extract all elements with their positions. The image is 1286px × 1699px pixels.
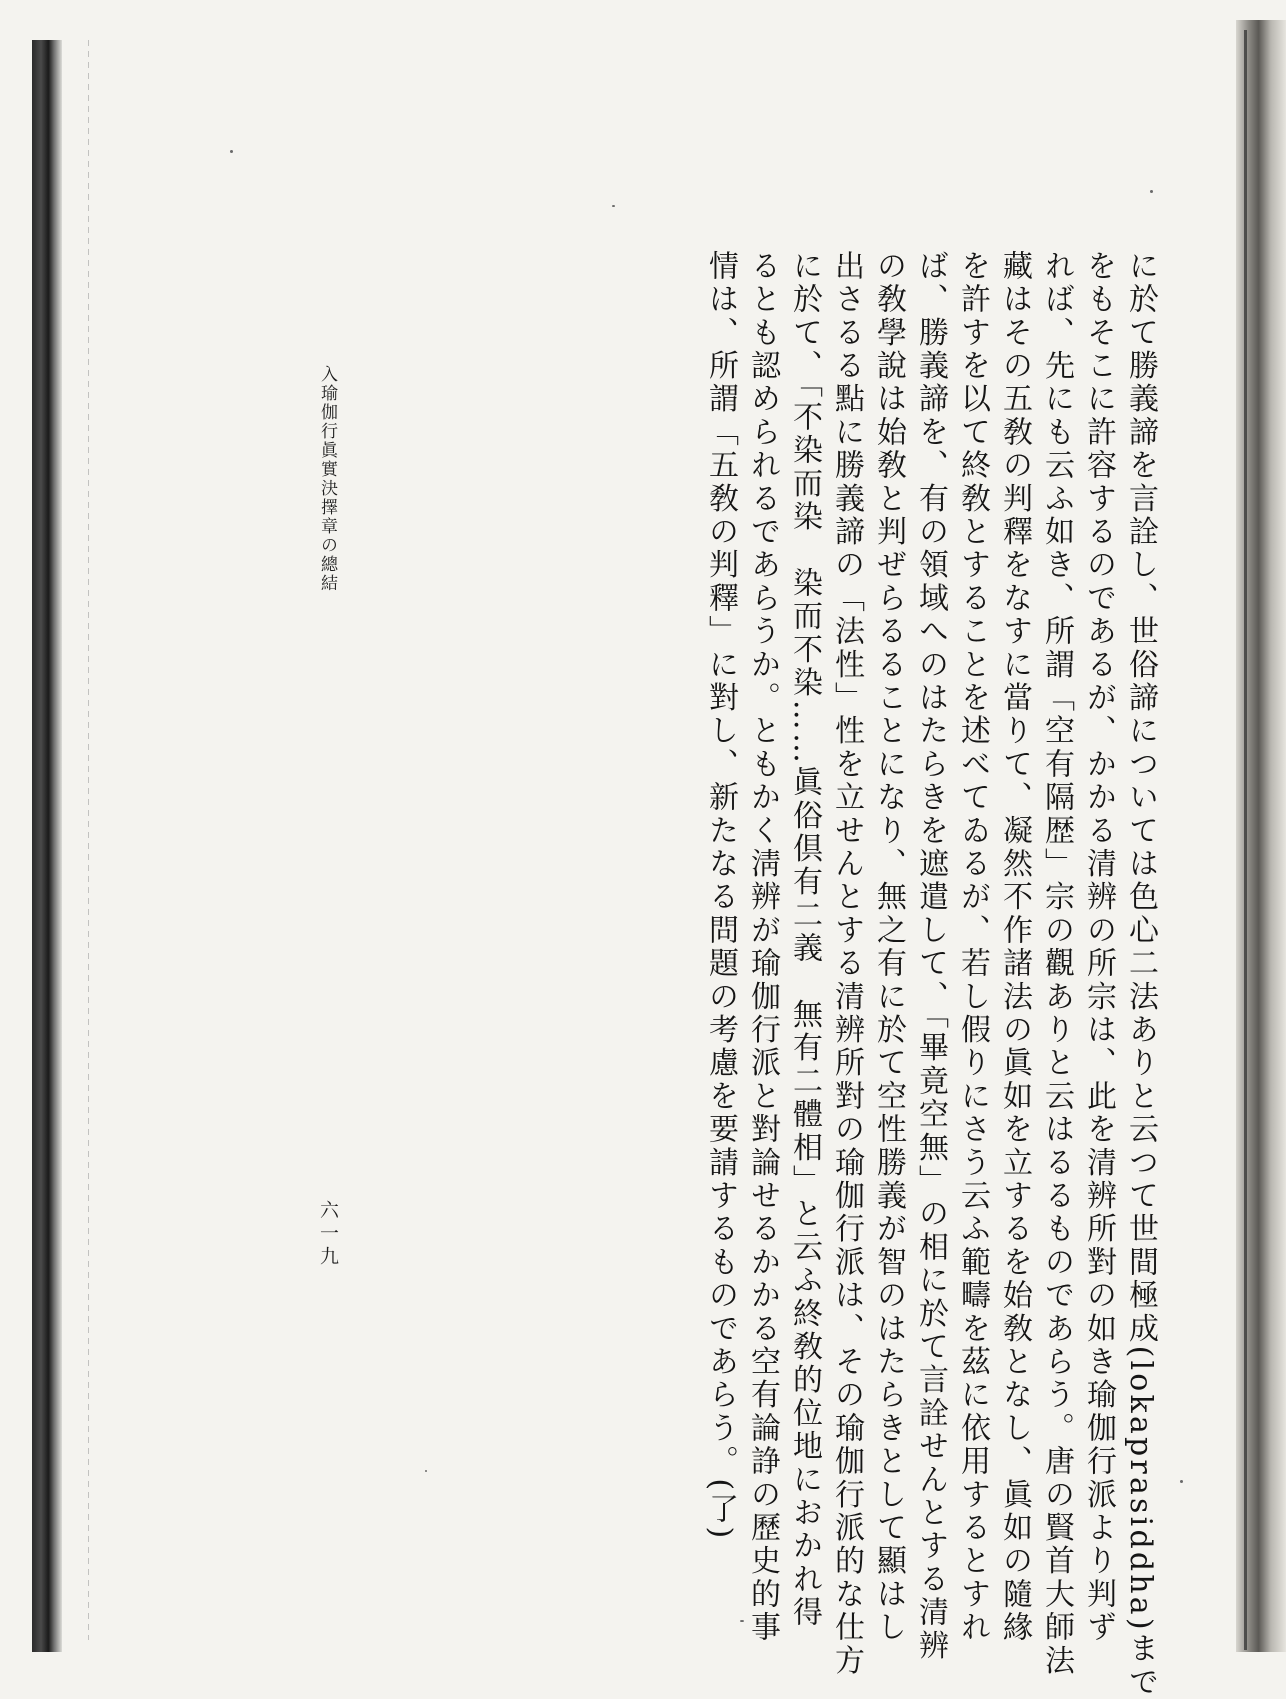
body-line-2: をもそこに許容するのであるが、かかる清辨の所宗は、此を清辨所對の如き瑜伽行派より判ず: [1081, 250, 1116, 1645]
scan-speck: [425, 1470, 427, 1472]
binding-shadow: [32, 40, 62, 1652]
body-line-8: 出さるる點に勝義諦の「法性」性を立せんとする清辨所對の瑜伽行派は、その瑜伽行派的な仕方: [829, 250, 864, 1678]
main-body-text: [699, 250, 1161, 1699]
scan-speck: [230, 150, 233, 153]
page-number: 六一九: [317, 1200, 339, 1269]
scan-speck: [612, 205, 615, 207]
body-line-10: るとも認められるであらうか。ともかく淸辨が瑜伽行派と對論せるかかる空有論諍の歷史的事: [745, 250, 780, 1645]
page-edge-line: [1244, 30, 1247, 1650]
scan-speck: [1150, 190, 1153, 193]
body-line-9: に於て、「不染而染 染而不染……眞俗倶有二義 無有二體相」と云ふ終敎的位地におかれ得: [787, 250, 822, 1630]
body-line-6: ば、勝義諦を、有の領域へのはたらきを遮遣して、「畢竟空無」の相に於て言詮せんとする清辨: [913, 250, 948, 1663]
body-line-7: の敎學說は始敎と判ぜらるることになり、無之有に於て空性勝義が智のはたらきとして顯はし: [871, 250, 906, 1645]
body-line-11: 情は、所謂「五敎の判釋」に對し、新たなる問題の考慮を要請するものであらう。(了): [703, 250, 738, 1542]
body-line-5: を許すを以て終敎とすることを述べてゐるが、若し假りにさう云ふ範疇を茲に依用するとすれ: [955, 250, 990, 1645]
body-line-4: 藏はその五敎の判釋をなすに當りて、凝然不作諸法の眞如を立するを始敎となし、眞如の隨緣: [997, 250, 1032, 1645]
page-fold-line: [88, 40, 89, 1640]
running-header: 入瑜伽行眞實決擇章の總結: [317, 365, 337, 593]
scan-speck: [1180, 1480, 1183, 1483]
body-line-1: に於て勝義諦を言詮し、世俗諦については色心二法ありと云つて世間極成(lokaprasiddha)まで: [1123, 250, 1158, 1699]
body-line-3: れば、先にも云ふ如き、所謂「空有隔歴」宗の觀ありと云はるるものであらう。唐の賢首大師法: [1039, 250, 1074, 1678]
scan-speck: [740, 1620, 744, 1622]
